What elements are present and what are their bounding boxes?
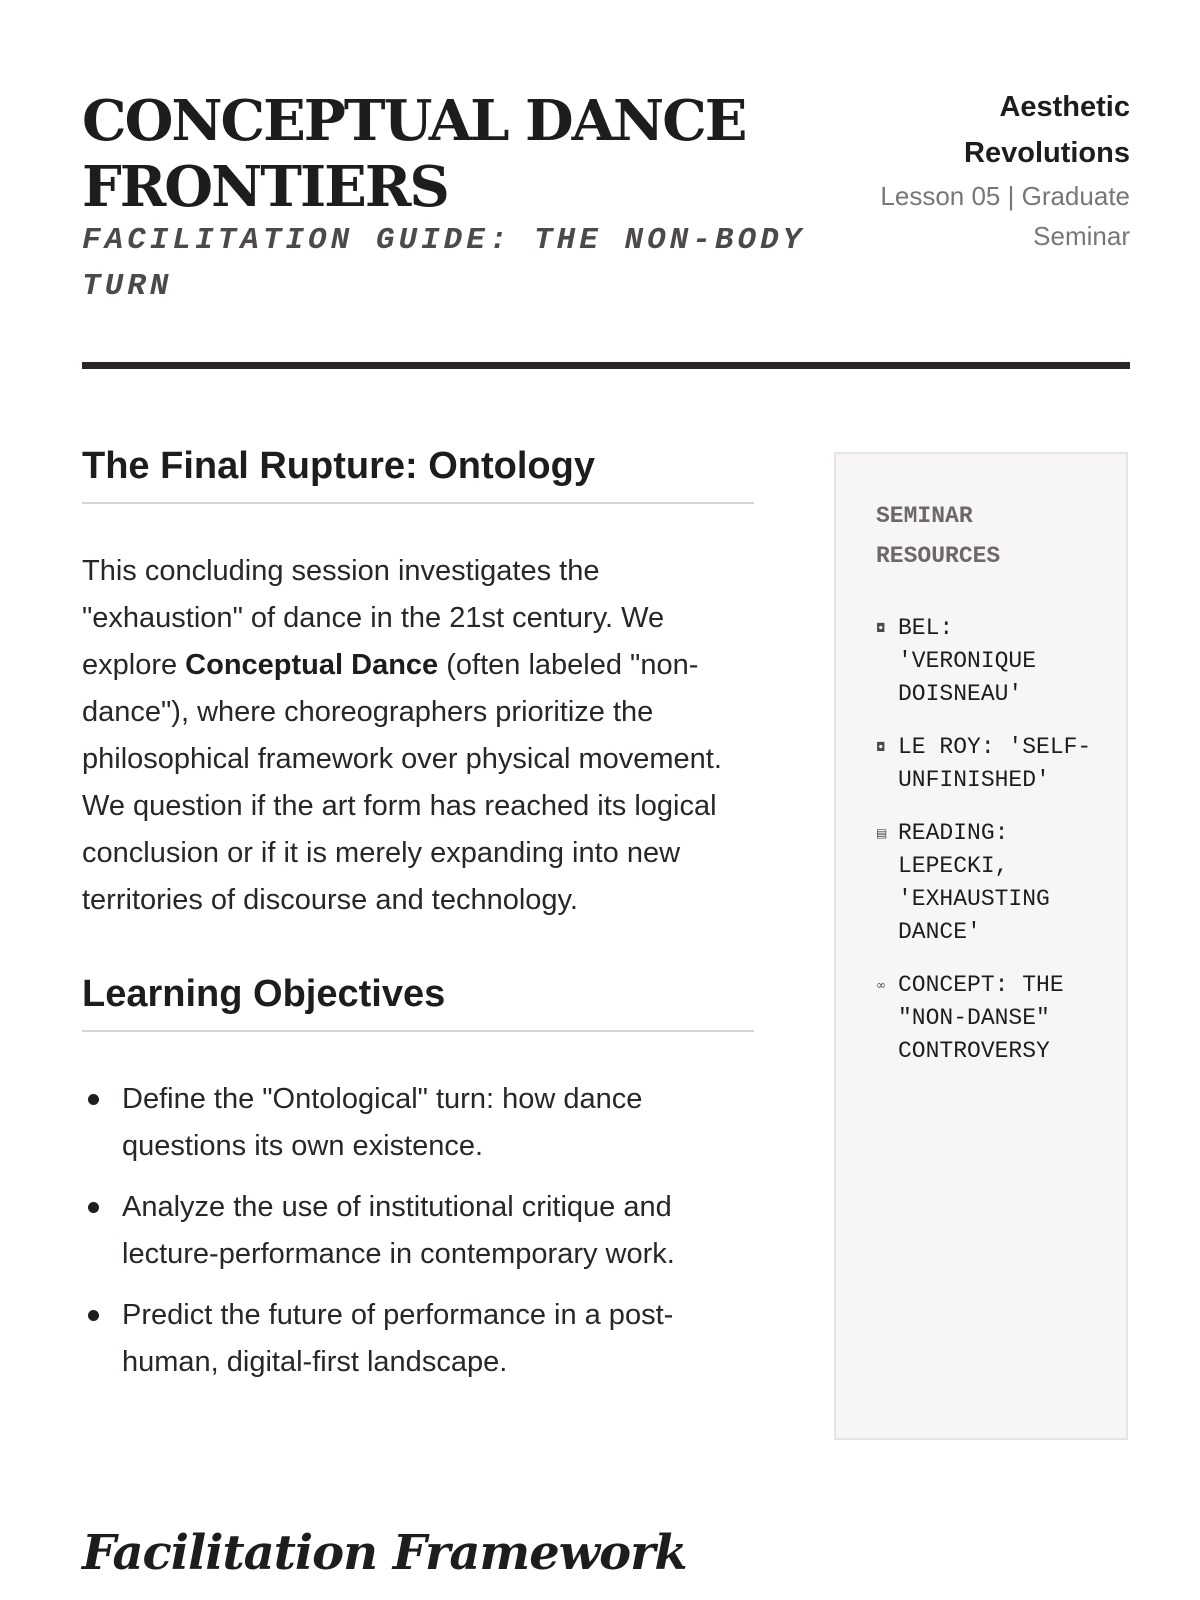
lesson-page	[82, 0, 1130, 1600]
book-icon: ▤	[876, 826, 888, 840]
intro-text-end: (often labeled "non-dance"), where choreographers prioritize the philosophical framework over physical movement. We question if the art form has reached its logical conclusion or if it is merely expanding into new territories of discourse and technology.	[82, 649, 722, 916]
link-icon: ∞	[876, 978, 886, 992]
sidebar-title: SEMINAR RESOURCES	[876, 503, 1001, 569]
objective-text: Analyze the use of institutional critique and lecture-performance in contemporary work.	[122, 1191, 675, 1270]
course-name: Aesthetic Revolutions	[964, 91, 1130, 169]
video-camera-icon: ◘	[876, 621, 886, 635]
page-subtitle: FACILITATION GUIDE: THE NON-BODY TURN	[82, 223, 806, 304]
resource-label: BEL: 'VERONIQUE DOISNEAU'	[898, 615, 1037, 707]
lesson-label: Lesson 05 | Graduate Seminar	[880, 181, 1130, 251]
page-title: CONCEPTUAL DANCE FRONTIERS	[82, 88, 746, 220]
main-content	[82, 440, 754, 1400]
intro-text-start: This concluding session investigates the "exhaustion" of dance in the 21st century. We explore	[82, 555, 665, 681]
intro-paragraph	[82, 548, 754, 924]
bullet-icon	[88, 1202, 99, 1213]
resources-sidebar	[834, 452, 1128, 1440]
objective-text: Predict the future of performance in a post-human, digital-first landscape.	[122, 1299, 674, 1378]
intro-heading: The Final Rupture: Ontology	[82, 440, 754, 504]
resource-item[interactable]	[876, 969, 1098, 1068]
bullet-icon	[88, 1310, 99, 1321]
resource-label: LE ROY: 'SELF-UNFINISHED'	[898, 734, 1092, 793]
course-meta	[850, 84, 1130, 256]
objective-item	[82, 1292, 754, 1386]
resource-label: READING: LEPECKI, 'EXHAUSTING DANCE'	[898, 820, 1050, 945]
intro-text-emphasis: Conceptual Dance	[185, 649, 439, 681]
objective-item	[82, 1184, 754, 1278]
objectives-heading: Learning Objectives	[82, 968, 754, 1032]
framework-heading: Facilitation Framework	[82, 1525, 687, 1581]
resource-list	[876, 612, 1098, 1068]
objective-text: Define the "Ontological" turn: how dance questions its own existence.	[122, 1083, 643, 1162]
resource-label: CONCEPT: THE "NON-DANSE" CONTROVERSY	[898, 972, 1064, 1064]
objective-item	[82, 1076, 754, 1170]
header-divider	[82, 362, 1130, 369]
objectives-list	[82, 1076, 754, 1386]
bullet-icon	[88, 1094, 99, 1105]
resource-item[interactable]	[876, 817, 1098, 949]
page-header	[82, 80, 1130, 360]
resource-item[interactable]	[876, 731, 1098, 797]
video-camera-icon: ◘	[876, 740, 886, 754]
resource-item[interactable]	[876, 612, 1098, 711]
